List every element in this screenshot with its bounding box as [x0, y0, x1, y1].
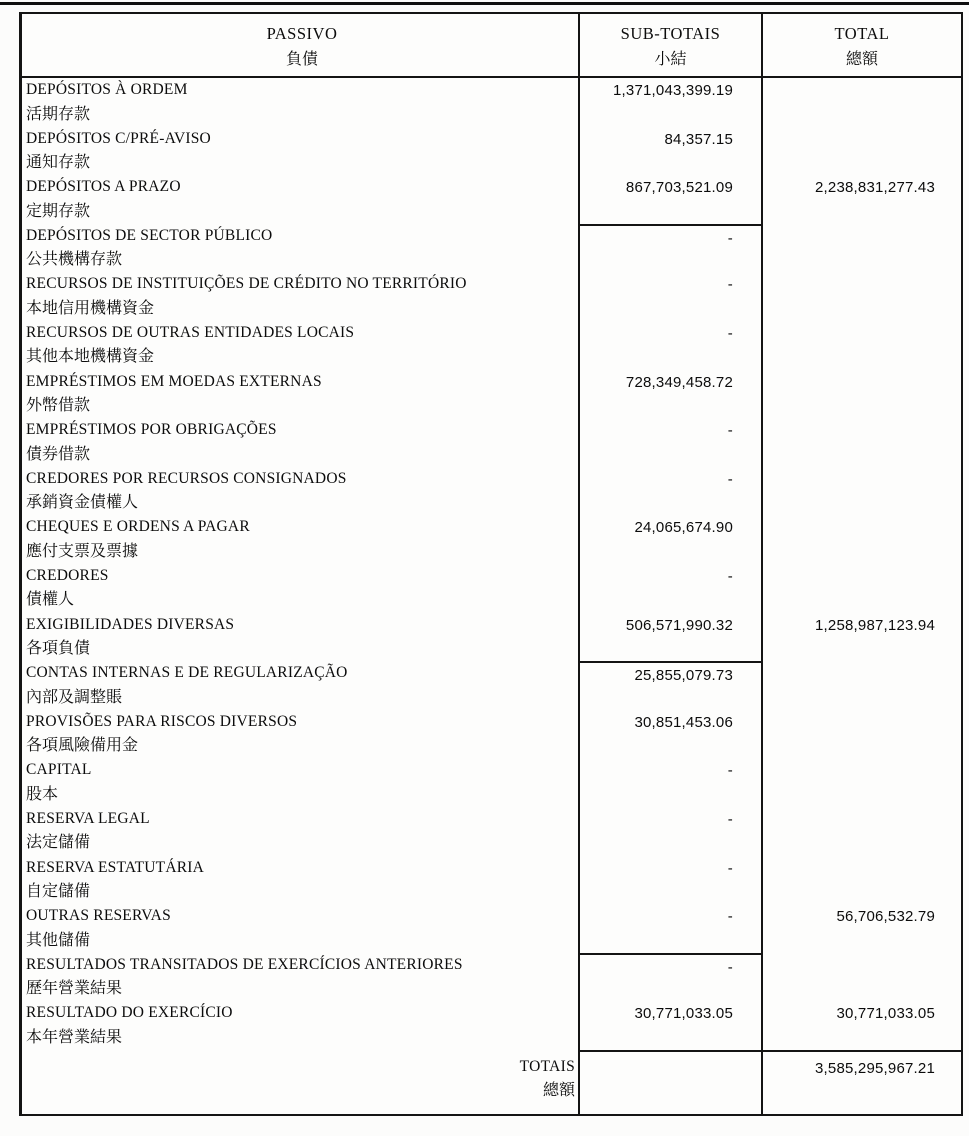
item-label-cn: 內部及調整賬 [26, 688, 123, 706]
item-total-cell [763, 370, 961, 419]
item-subtotal-cell [578, 807, 763, 856]
header-passivo [22, 14, 578, 76]
item-subtotal-cell [578, 127, 763, 176]
item-subtotal-cell [578, 661, 763, 710]
item-total-cell [763, 856, 961, 905]
item-label-cell [22, 661, 578, 710]
subtotal-value: - [727, 859, 733, 877]
item-total-cell [763, 904, 961, 953]
item-total-cell [763, 467, 961, 516]
item-label-cell [22, 613, 578, 662]
item-label-cell [22, 175, 578, 224]
item-subtotal-cell [578, 710, 763, 759]
item-total-cell [763, 418, 961, 467]
subtotal-value: - [727, 908, 733, 926]
item-label-cell [22, 1001, 578, 1050]
item-label-pt: CAPITAL [26, 761, 92, 779]
item-label-pt: CREDORES [26, 566, 109, 584]
item-label-cn: 承銷資金債權人 [26, 494, 139, 512]
totals-row [22, 1050, 961, 1114]
item-subtotal-cell [578, 418, 763, 467]
item-label-cn: 公共機構存款 [26, 251, 123, 269]
item-label-cn: 債券借款 [26, 445, 91, 463]
table-row [22, 175, 961, 224]
totals-label-cn: 總額 [542, 1081, 575, 1099]
subtotal-value: 1,371,043,399.19 [613, 82, 733, 99]
table-row [22, 127, 961, 176]
subtotal-value: 30,771,033.05 [634, 1005, 733, 1023]
subtotal-value: - [727, 324, 733, 342]
item-label-pt: DEPÓSITOS À ORDEM [26, 81, 188, 98]
item-label-cell [22, 418, 578, 467]
item-total-cell [763, 1001, 961, 1050]
table-header-row [22, 14, 961, 78]
item-label-cn: 各項風險備用金 [26, 737, 139, 755]
grand-total-cell [763, 1050, 961, 1114]
item-label-cell [22, 807, 578, 856]
item-subtotal-cell [578, 467, 763, 516]
item-label-cn: 本年營業結果 [26, 1028, 123, 1046]
item-label-pt: RECURSOS DE INSTITUIÇÕES DE CRÉDITO NO TERRITÓRIO [26, 275, 467, 293]
totals-label-pt: TOTAIS [519, 1057, 575, 1075]
item-subtotal-cell [578, 175, 763, 224]
table-row [22, 515, 961, 564]
item-label-cell [22, 953, 578, 1002]
totals-label [22, 1050, 578, 1114]
item-label-pt: RESULTADOS TRANSITADOS DE EXERCÍCIOS ANTERIORES [26, 955, 463, 973]
item-total-cell [763, 127, 961, 176]
page-top-rule [0, 2, 969, 5]
item-total-cell [763, 953, 961, 1002]
table-row [22, 272, 961, 321]
item-subtotal-cell [578, 370, 763, 419]
item-total-cell [763, 807, 961, 856]
item-total-cell [763, 321, 961, 370]
subtotal-value: - [727, 229, 733, 247]
item-label-cell [22, 370, 578, 419]
table-body [22, 78, 961, 1050]
header-passivo-pt: PASSIVO [266, 24, 338, 43]
total-value: 1,258,987,123.94 [815, 616, 935, 634]
item-subtotal-cell [578, 224, 763, 273]
table-row [22, 418, 961, 467]
subtotal-value: 30,851,453.06 [634, 713, 733, 731]
item-label-pt: OUTRAS RESERVAS [26, 907, 171, 925]
item-label-cell [22, 321, 578, 370]
table-row [22, 78, 961, 127]
total-value: 30,771,033.05 [836, 1005, 935, 1023]
table-row [22, 1001, 961, 1050]
table-row [22, 710, 961, 759]
total-value: 56,706,532.79 [836, 908, 935, 926]
header-subtotais [578, 14, 763, 76]
table-row [22, 370, 961, 419]
table-row [22, 953, 961, 1002]
subtotal-value: 84,357.15 [664, 130, 733, 148]
item-label-cn: 各項負債 [26, 640, 91, 658]
header-passivo-cn: 負債 [285, 51, 318, 68]
item-label-pt: DEPÓSITOS C/PRÉ-AVISO [26, 129, 211, 147]
subtotal-value: 506,571,990.32 [625, 616, 733, 634]
item-subtotal-cell [578, 321, 763, 370]
item-total-cell [763, 613, 961, 662]
table-row [22, 613, 961, 662]
item-label-cell [22, 467, 578, 516]
subtotal-value: - [727, 958, 733, 976]
item-label-pt: EMPRÉSTIMOS EM MOEDAS EXTERNAS [26, 372, 322, 390]
item-subtotal-cell [578, 758, 763, 807]
subtotal-value: - [727, 762, 733, 780]
item-label-pt: RESERVA ESTATUTÁRIA [26, 858, 205, 876]
header-total [763, 14, 961, 76]
item-subtotal-cell [578, 272, 763, 321]
item-total-cell [763, 564, 961, 613]
item-subtotal-cell [578, 953, 763, 1002]
totals-subtotal-cell [578, 1050, 763, 1114]
table-row [22, 758, 961, 807]
item-total-cell [763, 224, 961, 273]
table-row [22, 224, 961, 273]
item-total-cell [763, 78, 961, 127]
item-total-cell [763, 661, 961, 710]
item-label-cell [22, 224, 578, 273]
item-subtotal-cell [578, 515, 763, 564]
subtotal-value: 25,855,079.73 [634, 667, 733, 685]
table-row [22, 661, 961, 710]
item-subtotal-cell [578, 613, 763, 662]
item-subtotal-cell [578, 904, 763, 953]
item-label-cell [22, 78, 578, 127]
table-row [22, 564, 961, 613]
subtotal-value: - [727, 422, 733, 440]
item-subtotal-cell [578, 564, 763, 613]
item-total-cell [763, 272, 961, 321]
subtotal-value: 728,349,458.72 [625, 373, 733, 391]
item-label-cn: 歷年營業結果 [26, 980, 123, 998]
item-total-cell [763, 515, 961, 564]
item-label-cn: 自定儲備 [26, 883, 91, 900]
balance-sheet-table [19, 12, 963, 1116]
item-label-pt: RECURSOS DE OUTRAS ENTIDADES LOCAIS [26, 323, 355, 341]
item-label-pt: PROVISÕES PARA RISCOS DIVERSOS [26, 712, 298, 730]
item-label-pt: CHEQUES E ORDENS A PAGAR [26, 518, 250, 536]
grand-total-value: 3,585,295,967.21 [815, 1059, 935, 1077]
item-label-cell [22, 272, 578, 321]
item-total-cell [763, 710, 961, 759]
item-label-cn: 本地信用機構資金 [26, 299, 155, 317]
item-label-cell [22, 904, 578, 953]
header-subtotais-pt: SUB-TOTAIS [620, 24, 721, 43]
item-label-cell [22, 127, 578, 176]
table-row [22, 856, 961, 905]
header-subtotais-cn: 小結 [654, 51, 687, 68]
subtotal-value: - [727, 567, 733, 585]
item-label-cn: 其他本地機構資金 [26, 348, 155, 366]
subtotal-value: - [727, 810, 733, 828]
item-subtotal-cell [578, 78, 763, 127]
item-label-pt: DEPÓSITOS DE SECTOR PÚBLICO [26, 226, 273, 244]
item-label-pt: RESULTADO DO EXERCÍCIO [26, 1004, 233, 1022]
item-label-pt: EMPRÉSTIMOS POR OBRIGAÇÕES [26, 421, 277, 439]
item-label-cell [22, 515, 578, 564]
item-label-cell [22, 856, 578, 905]
item-label-cn: 法定儲備 [26, 834, 91, 852]
header-total-pt: TOTAL [834, 24, 890, 43]
subtotal-value: 867,703,521.09 [625, 179, 733, 197]
item-label-cn: 股本 [26, 785, 59, 803]
item-label-pt: DEPÓSITOS A PRAZO [26, 178, 181, 196]
item-label-pt: CREDORES POR RECURSOS CONSIGNADOS [26, 469, 347, 487]
item-total-cell [763, 175, 961, 224]
subtotal-value: - [727, 276, 733, 294]
item-label-cn: 其他儲備 [26, 931, 91, 949]
item-label-cn: 外幣借款 [26, 397, 91, 415]
item-label-pt: EXIGIBILIDADES DIVERSAS [26, 615, 235, 633]
item-label-cn: 定期存款 [26, 202, 91, 220]
item-label-pt: CONTAS INTERNAS E DE REGULARIZAÇÃO [26, 664, 348, 682]
table-row [22, 321, 961, 370]
item-label-cn: 活期存款 [26, 105, 91, 123]
item-subtotal-cell [578, 1001, 763, 1050]
table-row [22, 807, 961, 856]
item-total-cell [763, 758, 961, 807]
header-total-cn: 總額 [845, 51, 878, 68]
item-label-pt: RESERVA LEGAL [26, 809, 150, 827]
item-label-cell [22, 564, 578, 613]
item-label-cell [22, 710, 578, 759]
table-row [22, 904, 961, 953]
item-subtotal-cell [578, 856, 763, 905]
subtotal-value: - [727, 470, 733, 488]
total-value: 2,238,831,277.43 [815, 179, 935, 197]
item-label-cn: 債權人 [26, 591, 75, 609]
item-label-cn: 應付支票及票據 [26, 542, 139, 560]
item-label-cell [22, 758, 578, 807]
table-row [22, 467, 961, 516]
subtotal-value: 24,065,674.90 [634, 519, 733, 537]
item-label-cn: 通知存款 [26, 154, 91, 172]
